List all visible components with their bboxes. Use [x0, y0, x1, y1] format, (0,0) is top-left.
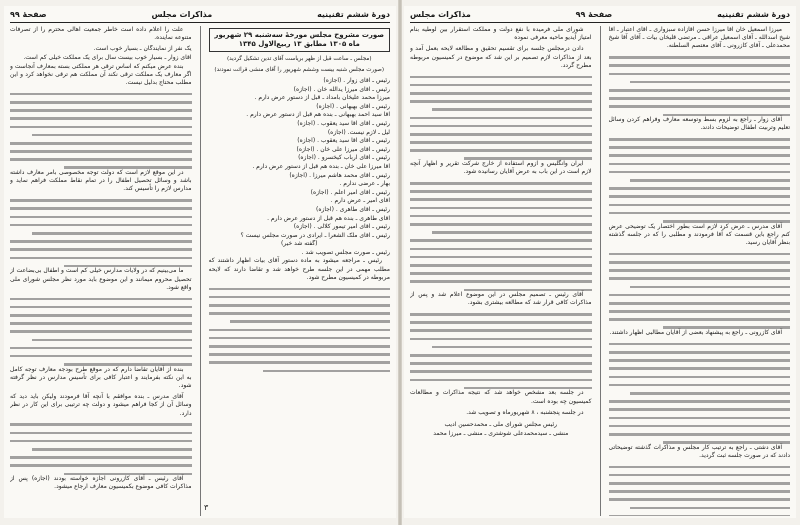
roll-call-line: بهار ـ عرضی ندارم . — [339, 180, 390, 188]
roll-call-line: رئیس ـ آقای آقا سید یعقوب . (اجازه) — [297, 137, 390, 145]
header-title: مذاکرات مجلس — [151, 10, 213, 19]
column-divider — [600, 26, 601, 516]
roll-call-line: میرزا محمد علیخان بامداد ـ قبل از دستور عرض دارم . — [254, 94, 390, 102]
roll-call-line: (گفته شد خیر) — [281, 240, 318, 248]
page-header — [10, 8, 390, 23]
text-lines — [10, 423, 192, 475]
roll-call-line: رئیس ـ آقای محمد هاشم میرزا . (اجازه) — [289, 171, 390, 179]
paragraph: در این موقع لازم است که دولت توجه مخصوصی بامر معارف داشته باشد و وسائل تحصیل اطفال را در تمام نقاط مملکت فراهم نماید و مدارس لازم را تأسیس کند. — [10, 169, 192, 193]
paragraph: بنده از آقایان تقاضا دارم که در موقع طرح بودجه معارف توجه کامل به این نکته بفرمایند و اعتبار کافی برای تأسیس مدارس در نظر گرفته شود. — [10, 365, 192, 390]
session-title: صورت مشروح مجلس مورخهٔ سه‌شنبه ۲۹ شهریور ماه ۱۳۰۵ مطابق ۱۳ ربیع‌الاول ۱۳۴۵ — [209, 28, 391, 52]
signature-block — [410, 421, 592, 438]
paragraph: دادن درمجلس جلسه برای تقسیم تحقیق و مطالعه لایحه بعمل آمد و بعد از مذاکرات لازم تصمیم بر این شد که موضوع در کمیسیون مربوطه مطرح گردد. — [410, 45, 592, 69]
paragraph: شورای ملی فرمیده با نفع دولت و مملکت آستقرار بین لوطیه بنام امتیاز آیدیو ماحیه معرفی نموده — [410, 26, 592, 42]
text-lines — [609, 56, 791, 116]
header-page-label: صفحهٔ ۹۹ — [575, 10, 613, 19]
session-subtitle: (صورت مجلس شنبه بیست وششم شهریور را آقای منشی قرائت نمودند) — [214, 66, 385, 73]
header-title: مذاکرات مجلس — [410, 10, 471, 19]
text-lines — [609, 253, 791, 329]
closing-line: در جلسه پنجشنبه ، ۸ شهریورماه و تصویب شد. — [466, 408, 584, 416]
text-lines — [609, 343, 791, 444]
roll-call-line: رئیس ـ آقای میرزا یدالله خان . (اجازه) — [293, 85, 390, 93]
text-lines — [10, 298, 192, 366]
paragraph: ایران وانگلیس و ازوم استفاده از خارج شرکت تقریر و اظهار آنچه لازم است در این باب به عرض آقایان رسانیده شود. — [410, 160, 592, 176]
roll-call-line: رئیس ـ صورت مجلس تصویب شد . — [301, 248, 390, 256]
header-page-label: صفحهٔ ۹۹ — [10, 10, 47, 19]
roll-call-line: رئیس ـ آقای ارباب کیخسرو . (اجازه) — [298, 154, 390, 162]
column-divider — [200, 26, 201, 516]
roll-call-line: رئیس ـ آقای امیر تیمور کلالی . (اجازه) — [293, 223, 390, 231]
paragraph: میرزا اسمعیل خان آقا میرزا حسن آقازاده سبزواری ـ آقای اعتبار ـ آقا شیخ اسدالله ـ آقای اسمعیل عراقی ـ مرتضی قلیخان بیات ـ آقای آقا شیخ محمدعلی ـ آقای کازرونی ـ آقای معتصم السلطنه. — [608, 26, 790, 50]
roll-call-line: رئیس ـ آقای آقا سید یعقوب . (اجازه) — [297, 119, 390, 127]
right-page — [404, 6, 796, 518]
header-period: دورهٔ ششم تقنینیه — [317, 10, 390, 19]
paragraph: آقای زوار ـ راجع به لزوم بسط وتوسعه معارف وفراهم کردن وسائل تعلیم وتربیت اطفال توضیحات دادند. — [608, 116, 790, 132]
roll-call-line: آقای امیر ـ عرض دارم . — [330, 197, 390, 205]
text-line: آقای زوار ـ بسیار خوب بیست سال برای یک مملکت خیلی کم است. — [23, 54, 192, 61]
roll-call-line: آقا میرزا علی خان ـ بنده هم قبل از دستور عرض دارم . — [252, 162, 390, 170]
roll-call-line: آقا سید احمد بهبهانی ـ بنده هم قبل از دستور عرض دارم . — [246, 111, 390, 119]
left-page — [4, 6, 396, 518]
column-left — [410, 26, 592, 516]
text-lines — [609, 466, 791, 516]
text-lines — [609, 138, 791, 222]
signature-line: رئیس مجلس شورای ملی ـ محمدحسین ادیب — [444, 421, 558, 428]
text-lines — [410, 182, 592, 291]
header-period: دورهٔ ششم تقنینیه — [717, 10, 790, 19]
text-line: یک نفر از نمایندگان ـ بسیار خوب است. — [93, 45, 192, 53]
roll-call-line: رئیس ـ آقای زوار . (اجازه) — [323, 77, 390, 84]
paragraph: آقای مدرس ـ بنده موافقم با آنچه آقا فرمودند ولیکن باید دید که وسائل آن از کجا فراهم میشود و دولت چه ترتیبی برای این کار در نظر دارد. — [10, 393, 192, 417]
text-lines — [410, 76, 592, 160]
roll-call-line: رئیس ـ آقای میرزا علی خان . (اجازه) — [296, 145, 390, 153]
paragraph: در جلسه بعد مشخص خواهد شد که نتیجه مذاکرات و مطالعات کمیسیون چه بوده است. — [410, 389, 592, 405]
session-subtitle: (مجلس ـ ساعت قبل از ظهر بریاست آقای تدین تشکیل گردید) — [226, 56, 372, 62]
roll-call-line: رئیس ـ آقای ملک الشعرا ـ ایرادی در صورت مجلس نیست ؟ — [240, 231, 390, 239]
paragraph: بنده عرض میکنم که اساس ترقی هر مملکتی بسته بمعارف آنجاست و اگر معارف یک مملکت ترقی نکند آن مملکت هم ترقی نخواهد کرد و این مطلب محتاج بدلیل نیست. — [10, 62, 192, 86]
paragraph: آقای کازرونی ـ راجع به پیشنهاد بعضی از آقایان مطالبی اظهار داشتند. — [609, 329, 782, 337]
roll-call-line: رئیس ـ آقای طاهری . (اجازه) — [316, 205, 390, 213]
roll-call-line: رئیس ـ آقای بهبهانی . (اجازه) — [316, 102, 390, 110]
text-lines — [10, 199, 192, 267]
signature-line: منشی ـ سیدمحمدعلی شوشتری ـ منشی ـ میرزا محمد — [433, 429, 569, 437]
text-lines — [410, 313, 592, 389]
paragraph: علت را اعلام داده است خاطر جمعیت اهالی محترم را از تصرفات متنوعه نماینده. — [10, 26, 192, 42]
column-right — [609, 26, 791, 516]
roll-call-line: لیل ـ لازم نیست. (اجازه) — [327, 128, 390, 136]
roll-call-line: آقای طاهری ـ بنده هم قبل از دستور عرض دارم . — [267, 214, 390, 222]
paragraph: آقای دشتی ـ راجع به ترتیب کار مجلس و مذاکرات گذشته توضیحاتی دادند که در صورت جلسه ثبت گردید. — [608, 443, 790, 459]
paragraph: ما می‌بینیم که در ولایات مدارس خیلی کم است و اطفال بی‌بضاعت از تحصیل محروم میمانند و این موضوع باید مورد نظر مجلس شورای ملی واقع شود. — [10, 267, 192, 291]
paragraph: رئیس ـ مراجعه میشود به ماده دستور آقای بیات اظهار داشتند که مطلب مهمی در این جلسه طرح خواهد شد و تقاضا دارند که لایحه مربوطه در کمیسیون مطرح شود. — [208, 257, 390, 281]
column-left — [10, 26, 192, 516]
text-lines — [10, 93, 192, 169]
book-spine — [398, 0, 402, 525]
page-header — [410, 8, 790, 23]
paragraph: آقای رئیس ـ تصمیم مجلس در این موضوع اعلام شد و پس از مذاکرات کافی قرار شد که مطالعه بیشتری بشود. — [410, 291, 592, 307]
paragraph: آقای مدرس ـ عرض کرد لازم است بطور اختصار یک توضیحی عرض کنم راجع باین قسمت که آقا فرمودند و مطلبی را که در جلسه گذشته بنظر آقایان رسید. — [608, 222, 790, 246]
roll-call-line: رئیس ـ آقای امیر اعلم . (اجازه) — [310, 188, 390, 196]
text-lines — [209, 288, 391, 372]
paragraph: آقای رئیس ـ آقای کازرونی اجازه خواسته بودند (اجازه) پس از مذاکرات کافی موضوع بکمیسیون معارف ارجاع میشود. — [10, 475, 192, 491]
column-right — [209, 26, 391, 516]
page-number: ۳ — [204, 503, 209, 512]
